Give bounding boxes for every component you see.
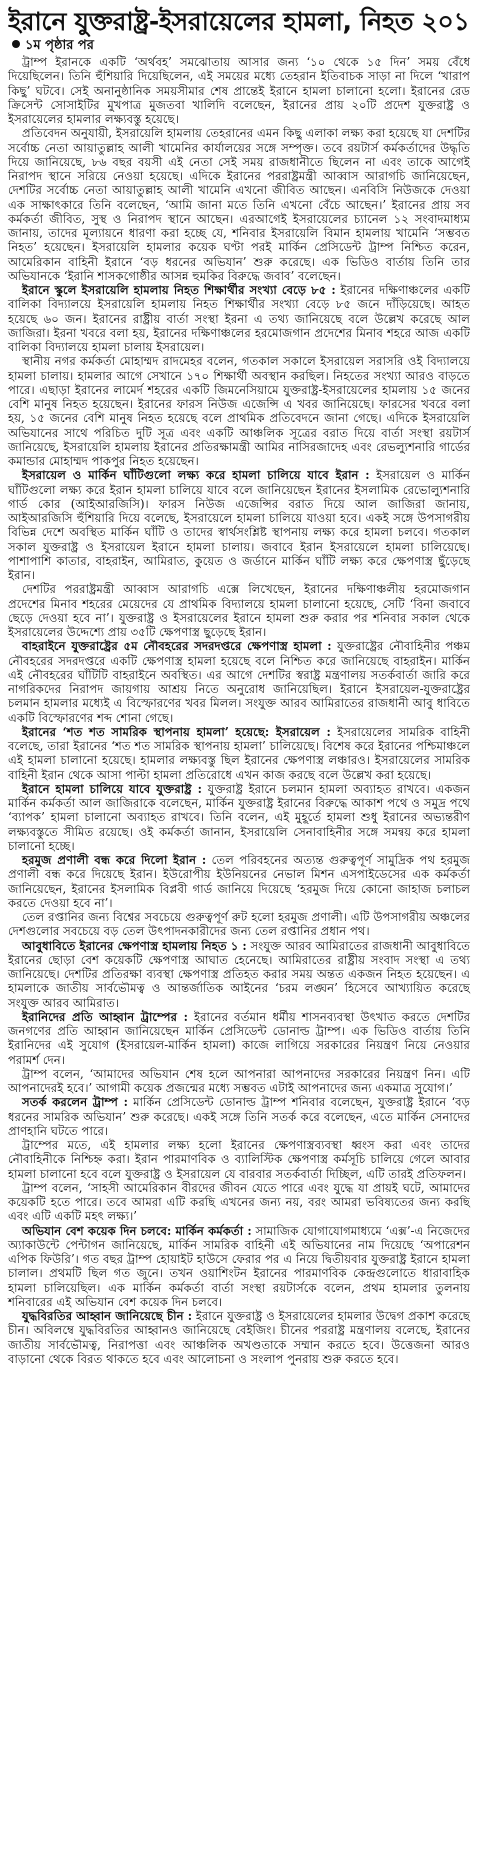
paragraph-text: ট্রাম্পের মতে, এই হামলার লক্ষ্য হলো ইরানের ক্ষেপণাস্ত্রব্যবস্থা ধ্বংস করা এবং তাদের নৌবাহিনীকে নিশ্চিহ্ন করা। ইরান পারমাণবিক ও ব্যালিস্টিক ক্ষেপণাস্ত্র কর্মসূচি চালিয়ে গেলে আবার হামলা চালানো হবে বলে যুক্তরাষ্ট্র ও ইসরায়েল যে বারবার সতর্কবার্তা দিচ্ছিল, এটি তারই প্রতিফলন। (8, 1138, 470, 1181)
paragraph-subheading: যুদ্ধবিরতির আহ্বান জানিয়েছে চীন : (22, 1309, 193, 1323)
article-paragraph (8, 1067, 470, 1096)
paragraph-subheading: আবুধাবিতে ইরানের ক্ষেপণাস্ত্র হামলায় নিহত ১ : (22, 938, 247, 953)
article-paragraph (8, 283, 470, 354)
article-paragraph (8, 725, 470, 782)
paragraph-subheading: বাহরাইনে যুক্তরাষ্ট্রের ৫ম নৌবহরের সদরদপ্তরে ক্ষেপণাস্ত্র হামলা : (22, 639, 332, 654)
article-paragraph (8, 910, 470, 939)
article-paragraph (8, 1309, 470, 1366)
paragraph-text: সংযুক্ত আরব আমিরাতের রাজধানী আবুধাবিতে ইরানের ছোড়া বেশ কয়েকটি ক্ষেপণাস্ত্র আঘাত হেনেছে। আমিরাতের রাষ্ট্রীয় সংবাদ সংস্থা এ তথ্য জানিয়েছে। দেশটির প্রতিরক্ষা ব্যবস্থা ক্ষেপণাস্ত্র প্রতিহত করার সময় অন্তত একজন নিহত হয়েছেন। এ হামলাকে জাতীয় সার্বভৌমত্ব ও আন্তর্জাতিক আইনের ‘চরম লঙ্ঘন’ হিসেবে আখ্যায়িত করেছে সংযুক্ত আরব আমিরাত। (8, 938, 471, 1010)
paragraph-subheading: ইসরায়েল ও মার্কিন ঘাঁটিগুলো লক্ষ্য করে হামলা চালিয়ে যাবে ইরান : (22, 468, 370, 483)
paragraph-text: মার্কিন প্রেসিডেন্ট ডোনাল্ড ট্রাম্প শনিবার বলেছেন, যুক্তরাষ্ট্র ইরানে ‘বড় ধরনের সামরিক অভিযান’ শুরু করেছে। একই সঙ্গে তিনি সতর্ক করে বলেছেন, এতে মার্কিন সেনাদের প্রাণহানি ঘটতে পারে। (8, 1095, 471, 1138)
article-paragraph (8, 853, 470, 910)
paragraph-subheading: হরমুজ প্রণালী বন্ধ করে দিলো ইরান : (22, 853, 207, 867)
paragraph-text: ইরানের দক্ষিণাঞ্চলের একটি বালিকা বিদ্যালয়ে ইসরায়েলি হামলায় নিহত শিক্ষার্থীর সংখ্যা বেড়ে ৮৫ জনে দাঁড়িয়েছে। আহত হয়েছে ৬০ জন। ইরানের রাষ্ট্রীয় বার্তা সংস্থা ইরনা এ তথ্য জানিয়েছে বলে উল্লেখ করেছে আল জাজিরা। ইরনা খবরে বলা হয়, ইরানের দক্ষিণাঞ্চলের হরমোজগান প্রদেশের মিনাব শহরে আজ একটি বালিকা বিদ্যালয়ে হামলা চালায় ইসরায়েল। (8, 283, 470, 354)
paragraph-subheading: সতর্ক করলেন ট্রাম্প : (22, 1095, 128, 1110)
paragraph-subheading: অভিযান বেশ কয়েক দিন চলবে: মার্কিন কর্মকর্তা : (22, 1223, 252, 1238)
paragraph-text: সামাজিক যোগাযোগমাধ্যমে ‘এক্স’-এ নিজেদের অ্যাকাউন্টে পেন্টাগন জানিয়েছে, মার্কিন সামরিক বাহিনী এই অভিযানের নাম দিয়েছে ‘অপারেশন এপিক ফিউরি’। গত বছর ট্রাম্প হোয়াইট হাউসে ফেরার পর এ নিয়ে দ্বিতীয়বার যুক্তরাষ্ট্র ইরানে হামলা চালাল। প্রথমটি ছিল গত জুনে। তখন ওয়াশিংটন ইরানের পারমাণবিক কেন্দ্রগুলোতে ধারাবাহিক হামলা চালিয়েছিল। এক মার্কিন কর্মকর্তা বার্তা সংস্থা রয়টার্সকে বলেন, প্রথম হামলার তুলনায় শনিবারের এই অভিযান বেশ কয়েক দিন চলবে। (8, 1223, 470, 1309)
article-paragraph (8, 639, 470, 725)
paragraph-text: ইসরায়েল ও মার্কিন ঘাঁটিগুলো লক্ষ্য করে ইরান হামলা চালিয়ে যাবে বলে জানিয়েছেন ইরানের ইসলামিক রেভোল্যুশনারি গার্ড কোর (আইআরজিসি)। ফারস নিউজ এজেন্সির বরাত দিয়ে আল জাজিরা জানায়, আইআরজিসি হুঁশিয়ারি দিয়ে বলেছে, ইসরায়েলে হামলা চালিয়ে যাওয়া হবে। একই সঙ্গে উপসাগরীয় বিভিন্ন দেশে অবস্থিত মার্কিন ঘাঁটি ও তাদের স্বার্থসংশ্লিষ্ট স্থাপনায় লক্ষ্য করে হামলা চলবে। গতকাল সকাল যুক্তরাষ্ট্র ও ইসরায়েল ইরানে হামলা চালায়। জবাবে ইরান ইসরায়েলে হামলা চালিয়েছে। পাশাপাশি কাতার, বাহরাইন, আমিরাত, কুয়েত ও জর্ডানে মার্কিন ঘাঁটি লক্ষ্য করে ক্ষেপণাস্ত্র ছুঁড়েছে ইরান। (8, 468, 470, 582)
paragraph-text: ইরানের বর্তমান ধর্মীয় শাসনব্যবস্থা উৎখাত করতে দেশটির জনগণের প্রতি আহ্বান জানিয়েছেন মার্কিন প্রেসিডেন্ট ডোনাল্ড ট্রাম্প। এক ভিডিও বার্তায় তিনি ইরানিদের এই সুযোগ (ইসরায়েল-মার্কিন হামলা) কাজে লাগিয়ে সরকারের নিয়ন্ত্রণ নিয়ে নেওয়ার পরামর্শ দেন। (8, 1009, 471, 1067)
paragraph-subheading: ইরানে স্কুলে ইসরায়েলি হামলায় নিহত শিক্ষার্থীর সংখ্যা বেড়ে ৮৫ : (22, 283, 336, 297)
paragraph-text: প্রতিবেদন অনুযায়ী, ইসরায়েলি হামলায় তেহরানের এমন কিছু এলাকা লক্ষ্য করা হয়েছে যা দেশটির সর্বোচ্চ নেতা আয়াতুল্লাহ আলী খামেনির কার্যালয়ের সঙ্গে সম্পৃক্ত। তবে রয়টার্স কর্মকর্তাদের উদ্ধৃতি দিয়ে জানিয়েছে, ৮৬ বছর বয়সী এই নেতা সেই সময় রাজধানীতে ছিলেন না এবং তাকে আগেই নিরাপদ স্থানে সরিয়ে নেওয়া হয়েছে। এদিকে ইরানের পররাষ্ট্রমন্ত্রী আব্বাস আরাগচি জানিয়েছেন, দেশটির সর্বোচ্চ নেতা আয়াতুল্লাহ আলী খামেনি এখনো জীবিত আছেন। এনবিসি নিউজকে দেওয়া এক সাক্ষাৎকারে তিনি বলেছেন, ‘আমি জানা মতে তিনি এখনো বেঁচে আছেন।’ ইরানের প্রায় সব কর্মকর্তা জীবিত, সুস্থ ও নিরাপদ স্থানে আছেন। এরআগেই ইসরায়েলের চ্যানেল ১২ সংবাদমাধ্যম জানায়, তাদের মূল্যায়নে ধারণা করা হচ্ছে যে, শনিবার ইসরায়েলি বিমান হামলায় খামেনি ‘সম্ভবত নিহত’ হয়েছেন। ইসরায়েলি হামলার কয়েক ঘণ্টা পরই মার্কিন প্রেসিডেন্ট ট্রাম্প নিশ্চিত করেন, আমেরিকান বাহিনী ইরানে ‘বড় ধরনের অভিযান’ শুরু করেছে। এক ভিডিও বার্তায় তিনি তার অভিযানকে ‘ইরানি শাসকগোষ্ঠীর আসন্ন হুমকির বিরুদ্ধে জবাব’ বলেছেন। (8, 126, 470, 283)
article-headline: ইরানে যুক্তরাষ্ট্র-ইসরায়েলের হামলা, নিহত ২০১ (8, 7, 470, 36)
jump-label: ১ম পৃষ্ঠার পর (25, 38, 94, 53)
article-paragraph (8, 582, 470, 639)
paragraph-subheading: ইরানের ‘শত শত সামরিক স্থাপনায় হামলা’ হয়েছে: ইসরায়েল : (22, 724, 331, 739)
article-paragraph (8, 939, 470, 1010)
article-body (8, 55, 470, 1366)
jump-line (12, 38, 470, 54)
article-paragraph (8, 1224, 470, 1310)
paragraph-text: ট্রাম্প ইরানকে একটি ‘অর্থবহ’ সমঝোতায় আসার জন্য ‘১০ থেকে ১৫ দিন’ সময় বেঁধে দিয়েছিলেন। তিনি হুঁশিয়ারি দিয়েছিলেন, এই সময়ের মধ্যে তেহরান ইতিবাচক সাড়া না দিলে ‘খারাপ কিছু’ ঘটবে। সেই অনানুষ্ঠানিক সময়সীমার শেষ প্রান্তেই ইরানে হামলা চালানো হলো। ইরানের রেড ক্রিসেন্ট সোসাইটির মুখপাত্র মুজতবা খালিদি বলেছেন, ইরানের প্রায় ২০টি প্রদেশ যুক্তরাষ্ট্র ও ইসরায়েলের হামলার লক্ষ্যবস্তু হয়েছে। (8, 55, 470, 126)
article-paragraph (8, 1181, 470, 1224)
paragraph-text: যুক্তরাষ্ট্র ইরানে চলমান হামলা অব্যাহত রাখবে। একজন মার্কিন কর্মকর্তা আল জাজিরাকে বলেছেন, মার্কিন যুক্তরাষ্ট্র ইরানের বিরুদ্ধে আকাশ পথে ও সমুদ্র পথে ‘ব্যাপক’ হামলা চালানো অব্যাহত রাখবে। তিনি বলেন, এই মুহূর্তে হামলা শুধু ইরানের অভ্যন্তরীণ লক্ষ্যবস্তুতে সীমিত রয়েছে। ওই কর্মকর্তা জানান, ইসরায়েলি সেনাবাহিনীর সঙ্গে সমন্বয় করে হামলা চালানো হচ্ছে। (8, 781, 470, 853)
article-paragraph (8, 468, 470, 582)
article-paragraph (8, 1138, 470, 1181)
paragraph-text: যুক্তরাষ্ট্রের নৌবাহিনীর পঞ্চম নৌবহরের সদরদপ্তরে একটি ক্ষেপণাস্ত্র হামলা হয়েছে বলে নিশ্চিত করে জানিয়েছে বাহরাইন। মার্কিন এই নৌবহরের ঘাঁটিটি বাহরাইনে অবস্থিত। এর আগে দেশটির স্বরাষ্ট্র মন্ত্রণালয় সতর্কবার্তা জারি করে নাগরিকদের নিরাপদ জায়গায় আশ্রয় নিতে অনুরোধ জানিয়েছিল। ইরানে ইসরায়েল-যুক্তরাষ্ট্রের চলমান হামলার মধ্যেই এ বিস্ফোরণের খবর মিলল। সংযুক্ত আরব আমিরাতের রাজধানী আবু ধাবিতে একটি বিস্ফোরণের শব্দ শোনা গেছে। (8, 639, 470, 725)
article-paragraph (8, 55, 470, 126)
paragraph-text: স্থানীয় নগর কর্মকর্তা মোহাম্মদ রাদমেহর বলেন, গতকাল সকালে ইসরায়েল সরাসরি ওই বিদ্যালয়ে হামলা চালায়। হামলার আগে সেখানে ১৭০ শিক্ষার্থী অবস্থান করছিল। নিহতের সংখ্যা আরও বাড়তে পারে। এছাড়া ইরানের লামের্দ শহরের একটি জিমনেসিয়ামে যুক্তরাষ্ট্র-ইসরায়েলের হামলায় ১৫ জনের বেশি মানুষ নিহত হয়েছেন। ইরানের ফারস নিউজ এজেন্সি এ খবর জানিয়েছে। ফারসের খবরে বলা হয়, ১৫ জনের বেশি মানুষ নিহত হয়েছে বলে প্রাথমিক প্রতিবেদনে জানা গেছে। এদিকে ইসরায়েলি অভিযানের সাথে পরিচিত দুটি সূত্র এবং একটি আঞ্চলিক সূত্রের বরাত দিয়ে বার্তা সংস্থা রয়টার্স জানিয়েছে, ইসরায়েলি হামলায় ইরানের প্রতিরক্ষামন্ত্রী আমির নাসিরজাদেহ এবং রেভল্যুশনারি গার্ডের কমান্ডার মোহাম্মদ পাকপুর নিহত হয়েছেন। (8, 354, 470, 468)
paragraph-text: তেল রপ্তানির জন্য বিশ্বের সবচেয়ে গুরুত্বপূর্ণ রুট হলো হরমুজ প্রণালী। এটি উপসাগরীয় অঞ্চলের দেশগুলোর সবচেয়ে বড় তেল উৎপাদনকারীদের জন্য তেল রপ্তানির প্রধান পথ। (8, 910, 470, 939)
paragraph-subheading: ইরানে হামলা চালিয়ে যাবে যুক্তরাষ্ট্র : (22, 781, 202, 796)
bullet-icon (12, 40, 20, 48)
article-paragraph (8, 126, 470, 283)
paragraph-text: ইরানে যুক্তরাষ্ট্র ও ইসরায়েলের হামলার উদ্বেগ প্রকাশ করেছে চীন। অবিলম্বে যুদ্ধবিরতির আহ্বানও জানিয়েছে বেইজিং। চীনের পররাষ্ট্র মন্ত্রণালয় বলেছে, ইরানের জাতীয় সার্বভৌমত্ব, নিরাপত্তা এবং আঞ্চলিক অখণ্ডতাকে সম্মান করতে হবে। উত্তেজনা আরও বাড়ানো থেকে বিরত থাকতে হবে এবং আলোচনা ও সংলাপ পুনরায় শুরু করতে হবে। (8, 1309, 470, 1366)
article-paragraph (8, 1095, 470, 1138)
paragraph-text: ট্রাম্প বলেন, ‘আমাদের অভিযান শেষ হলে আপনারা আপনাদের সরকারের নিয়ন্ত্রণ নিন। এটি আপনাদেরই হবে।’ আগামী কয়েক প্রজন্মের মধ্যে সম্ভবত এটাই আপনাদের জন্য একমাত্র সুযোগ।’ (8, 1066, 470, 1095)
paragraph-text: ট্রাম্প বলেন, ‘সাহসী আমেরিকান বীরদের জীবন যেতে পারে এবং যুদ্ধে যা প্রায়ই ঘটে, আমাদের কয়েকটি হতে পারে। তবে আমরা এটি করছি এখনের জন্য নয়, বরং আমরা ভবিষ্যতের জন্য করছি এবং এটি একটি মহৎ লক্ষ্য।’ (8, 1180, 470, 1224)
article-paragraph (8, 782, 470, 853)
paragraph-subheading: ইরানিদের প্রতি আহ্বান ট্রাম্পের : (22, 1009, 188, 1024)
article-paragraph (8, 1010, 470, 1067)
article-paragraph (8, 354, 470, 468)
paragraph-text: দেশটির পররাষ্ট্রমন্ত্রী আব্বাস আরাগচি এক্সে লিখেছেন, ইরানের দক্ষিণাঞ্চলীয় হরমোজগান প্রদেশের মিনাব শহরের মেয়েদের যে প্রাথমিক বিদ্যালয়ে হামলা চালানো হয়েছে, সেটি ‘বিনা জবাবে ছেড়ে দেওয়া হবে না’। যুক্তরাষ্ট্র ও ইসরায়েলের ইরানে হামলা শুরু করার পর শনিবার সকাল থেকে ইসরায়েলের উদ্দেশ্যে প্রায় ৩৫টি ক্ষেপণাস্ত্র ছুড়েছে ইরান। (8, 582, 470, 639)
paragraph-text: তেল পরিবহনের অত্যন্ত গুরুত্বপূর্ণ সামুদ্রিক পথ হরমুজ প্রণালী বন্ধ করে দিয়েছে ইরান। ইউরোপীয় ইউনিয়নের নেভাল মিশন এসপাইডেসের এক কর্মকর্তা জানিয়েছেন, ইরানের ইসলামিক বিপ্লবী গার্ড জানিয়ে দিয়েছে ‘হরমুজ দিয়ে কোনো জাহাজ চলাচল করতে দেওয়া হবে না’। (8, 853, 470, 910)
paragraph-text: ইসরায়েলের সামরিক বাহিনী বলেছে, তারা ইরানের ‘শত শত সামরিক স্থাপনায় হামলা’ চালিয়েছে। বিশেষ করে ইরানের পশ্চিমাঞ্চলে এই হামলা চালানো হয়েছে। হামলার লক্ষ্যবস্তু ছিল ইরানের ক্ষেপণাস্ত্র লঞ্চারও। ইসরায়েলের সামরিক বাহিনী ইরান থেকে আসা পাল্টা হামলা প্রতিরোধে এখন কাজ করছে বলে উল্লেখ করা হয়েছে। (8, 724, 470, 782)
